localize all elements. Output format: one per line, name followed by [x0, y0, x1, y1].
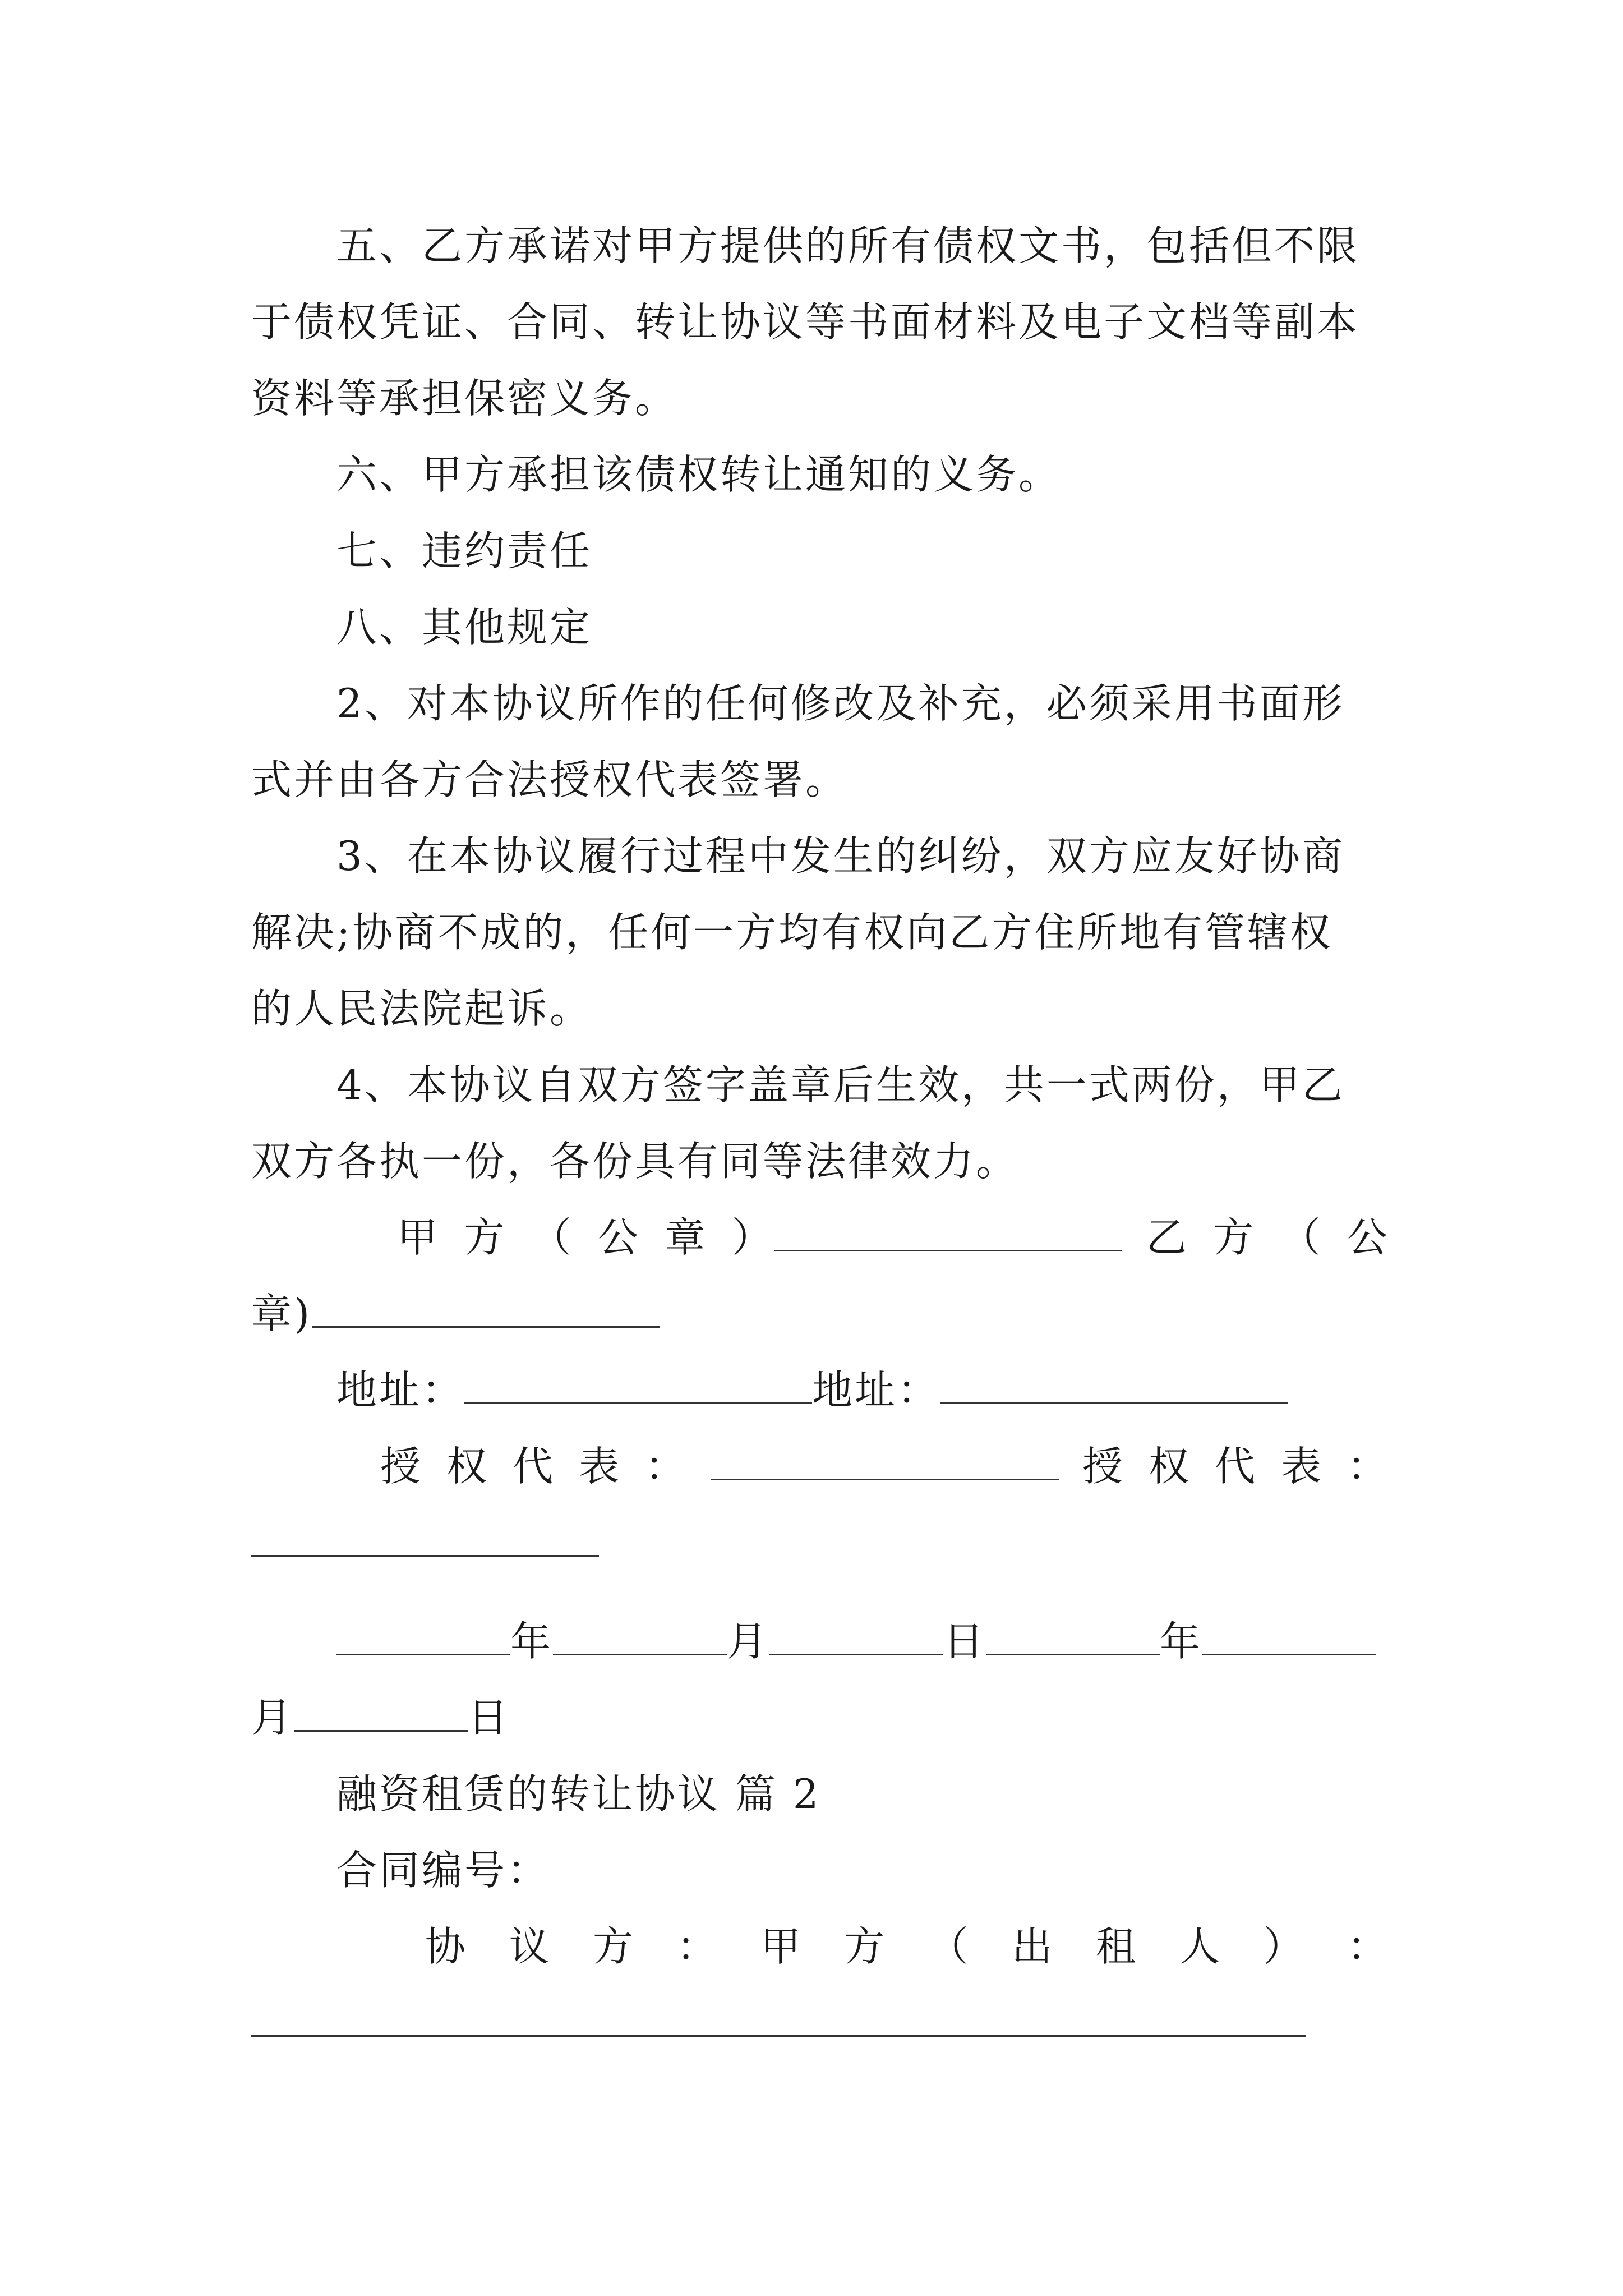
rep-b-char: 表 — [1280, 1443, 1324, 1490]
clause-5-line-1: 五、乙方承诺对甲方提供的所有债权文书，包括但不限 — [336, 222, 1360, 269]
parties-char: ： — [1347, 1923, 1390, 1970]
year-a-label: 年 — [510, 1618, 554, 1665]
subclause-3-line-2: 解决;协商不成的，任何一方均有权向乙方住所地有管辖权 — [251, 909, 1333, 956]
year-a-blank — [336, 1620, 510, 1655]
rep-b-char: ： — [1347, 1443, 1390, 1490]
contract-number-label: 合同编号： — [336, 1847, 550, 1894]
representative-line — [251, 1428, 1390, 1504]
party-b-char: 公 — [1347, 1214, 1390, 1261]
party-b-address-label: 地址： — [812, 1366, 940, 1414]
address-line — [251, 1352, 1390, 1428]
parties-char: 议 — [509, 1923, 552, 1970]
party-a-char: 甲 — [397, 1214, 440, 1261]
party-a-seal-blank — [774, 1216, 1122, 1251]
parties-char: 甲 — [760, 1923, 803, 1970]
party-a-char: 公 — [597, 1214, 640, 1261]
parties-char: ） — [1263, 1923, 1306, 1970]
lessor-name-blank — [251, 2001, 1306, 2037]
clause-7-heading: 七、违约责任 — [336, 527, 593, 574]
party-a-address-label: 地址： — [336, 1366, 465, 1414]
day-a-label: 日 — [943, 1618, 986, 1665]
clause-8-heading: 八、其他规定 — [336, 604, 593, 651]
rep-b-char: 代 — [1214, 1443, 1257, 1490]
clause-5-line-2: 于债权凭证、合同、转让协议等书面材料及电子文档等副本 — [251, 298, 1360, 346]
parties-char: 方 — [592, 1923, 635, 1970]
party-a-char: ） — [731, 1214, 774, 1261]
party-b-seal-cont: 章) — [251, 1290, 312, 1337]
subclause-3-line-1: 3、在本协议履行过程中发生的纠纷，双方应友好协商 — [336, 832, 1345, 880]
seal-line-cont — [251, 1276, 1390, 1352]
month-a-blank — [553, 1620, 727, 1655]
rep-b-char: 权 — [1148, 1443, 1191, 1490]
party-a-char: 方 — [464, 1214, 507, 1261]
party-a-char: 章 — [665, 1214, 708, 1261]
day-b-label: 日 — [468, 1694, 511, 1741]
party-b-representative-blank — [251, 1521, 599, 1557]
rep-a-char: ： — [645, 1443, 688, 1490]
parties-char: 方 — [844, 1923, 887, 1970]
party-b-seal-blank — [312, 1292, 660, 1328]
month-a-label: 月 — [727, 1618, 770, 1665]
subclause-2-line-1: 2、对本协议所作的任何修改及补充，必须采用书面形 — [336, 680, 1345, 727]
parties-char: ： — [676, 1923, 720, 1970]
party-a-seal-group — [732, 1199, 1122, 1276]
party-a-char: （ — [531, 1214, 574, 1261]
document-page — [251, 208, 1390, 2061]
party-b-address-blank — [940, 1369, 1288, 1404]
date-line-cont — [251, 1680, 1390, 1756]
day-b-blank — [294, 1696, 468, 1732]
party-a-representative-blank — [711, 1445, 1059, 1480]
parties-char: （ — [928, 1923, 971, 1970]
party-b-char: （ — [1280, 1214, 1323, 1261]
subclause-3-line-3: 的人民法院起诉。 — [251, 985, 593, 1032]
lessor-line-cont — [251, 1985, 1390, 2061]
year-b-blank — [986, 1620, 1160, 1655]
party-a-address-blank — [464, 1369, 812, 1404]
subclause-4-line-2: 双方各执一份，各份具有同等法律效力。 — [251, 1138, 1019, 1185]
clause-6: 六、甲方承担该债权转让通知的义务。 — [336, 451, 1062, 498]
parties-char: 租 — [1095, 1923, 1138, 1970]
year-b-label: 年 — [1160, 1618, 1203, 1665]
day-a-blank — [769, 1620, 943, 1655]
parties-char: 出 — [1012, 1923, 1055, 1970]
party-b-char: 乙 — [1146, 1214, 1189, 1261]
parties-char: 人 — [1179, 1923, 1223, 1970]
section-2-title: 融资租赁的转让协议 篇 2 — [336, 1770, 821, 1818]
rep-b-char: 授 — [1082, 1443, 1125, 1490]
month-b-label: 月 — [251, 1694, 294, 1741]
clause-5-line-3: 资料等承担保密义务。 — [251, 375, 678, 422]
subclause-2-line-2: 式并由各方合法授权代表签署。 — [251, 756, 849, 803]
parties-line — [251, 1908, 1390, 1985]
parties-char: 协 — [425, 1923, 468, 1970]
month-b-prefix-blank — [1202, 1620, 1376, 1655]
rep-a-char: 表 — [579, 1443, 622, 1490]
seal-line — [251, 1199, 1390, 1276]
subclause-4-line-1: 4、本协议自双方签字盖章后生效，共一式两份，甲乙 — [336, 1061, 1345, 1108]
rep-a-char: 权 — [446, 1443, 490, 1490]
party-b-char: 方 — [1213, 1214, 1256, 1261]
rep-a-char: 代 — [513, 1443, 556, 1490]
date-line — [251, 1603, 1390, 1680]
representative-line-cont — [251, 1504, 1390, 1581]
rep-a-char: 授 — [380, 1443, 423, 1490]
